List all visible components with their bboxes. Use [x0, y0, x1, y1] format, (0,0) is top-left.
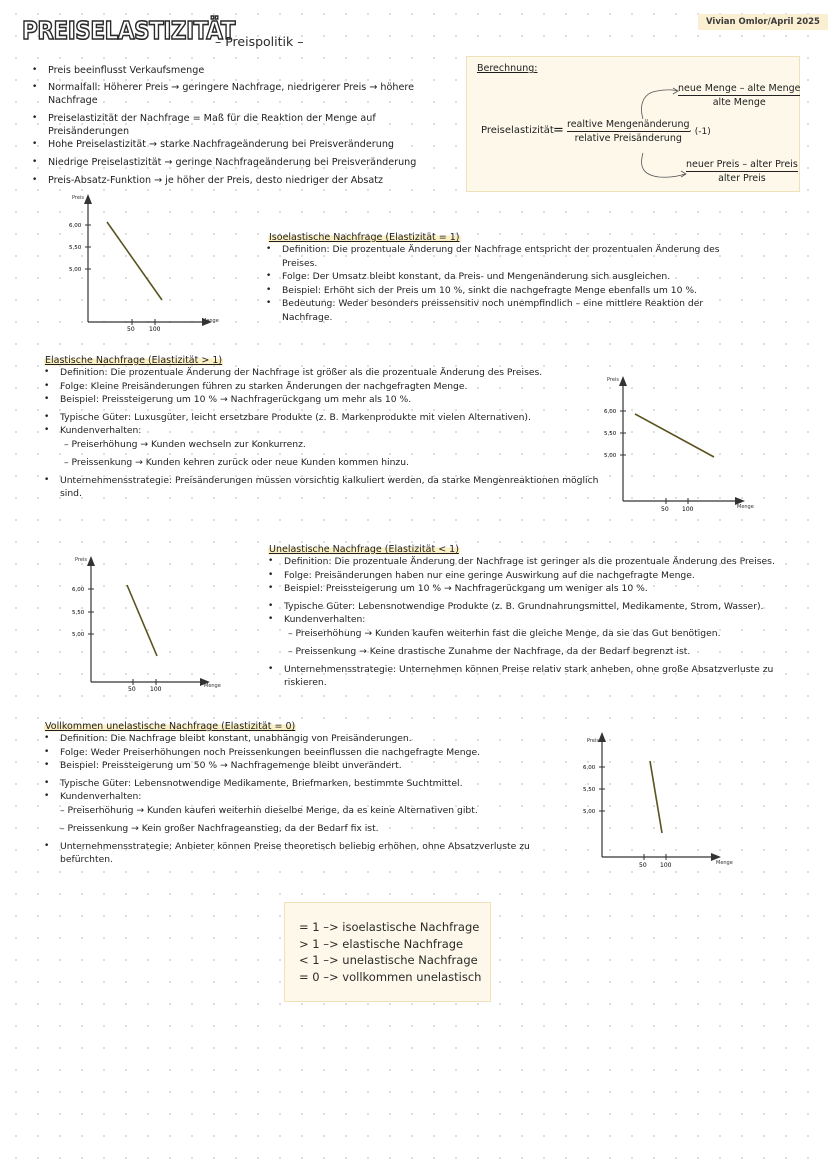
summary-box [284, 902, 491, 1002]
sub-item: – Preiserhöhung → Kunden kaufen weiterhin fast die gleiche Menge, da sie das Gut benötigen. [288, 627, 721, 639]
svg-text:Menge: Menge [737, 504, 754, 510]
list-item: • Kundenverhalten: [44, 424, 604, 438]
fraction-numerator: realtive Mengenänderung [567, 119, 690, 130]
page-subtitle: – Preispolitik – [215, 34, 304, 49]
list-item: • Preiselastizität der Nachfrage = Maß für die Reaktion der Menge auf Preisänderungen [32, 112, 452, 138]
list-item: • Folge: Der Umsatz bleibt konstant, da Preis- und Mengenänderung sich ausgleichen. [266, 270, 748, 284]
sub-item: – Preiserhöhung → Kunden wechseln zur Konkurrenz. [64, 438, 306, 450]
svg-text:5,00: 5,00 [72, 632, 85, 638]
svg-text:6,00: 6,00 [72, 587, 85, 593]
svg-text:Preis: Preis [587, 738, 599, 744]
demand-curve [650, 761, 662, 833]
section-heading: Vollkommen unelastische Nachfrage (Elastizität = 0) [45, 721, 296, 732]
demand-curve [635, 414, 714, 457]
intro-list [32, 64, 452, 192]
list-item: • Beispiel: Preissteigerung um 50 % → Nachfragemenge bleibt unverändert. [44, 759, 574, 773]
list-item: • Bedeutung: Weder besonders preissensitiv noch unempfindlich – eine mittlere Reaktion der Nachfrage. [266, 297, 748, 324]
svg-text:50: 50 [639, 862, 647, 869]
svg-text:Menge: Menge [204, 683, 221, 689]
section-heading: Elastische Nachfrage (Elastizität > 1) [45, 355, 223, 366]
svg-text:Preis: Preis [607, 377, 619, 383]
formula-equals: = [553, 123, 564, 138]
summary-line: > 1 –> elastische Nachfrage [299, 936, 464, 951]
list-item: • Unternehmensstrategie: Anbieter können Preise theoretisch beliebig erhöhen, ohne Absatzverluste zu befürchten. [44, 840, 574, 867]
list-item: • Typische Güter: Lebensnotwendige Produkte (z. B. Grundnahrungsmittel, Medikamente, Strom, Wasser). [268, 600, 798, 614]
list-item: • Unternehmensstrategie: Unternehmen können Preise relativ stark anheben, ohne große Absatzverluste zu riskieren. [268, 663, 798, 690]
svg-text:100: 100 [682, 506, 694, 513]
svg-text:50: 50 [661, 506, 669, 513]
chart-inelastic [60, 552, 230, 697]
svg-text:100: 100 [660, 862, 672, 869]
list-item: • Kundenverhalten: [44, 790, 574, 804]
price-denominator: alter Preis [718, 173, 766, 184]
svg-text:5,50: 5,50 [69, 245, 82, 251]
svg-text:6,00: 6,00 [69, 223, 82, 229]
list-item: • Preis beeinflusst Verkaufsmenge [32, 64, 452, 77]
list-item: • Hohe Preiselastizität → starke Nachfrageänderung bei Preisveränderung [32, 138, 452, 151]
list-item: • Typische Güter: Lebensnotwendige Medikamente, Briefmarken, bestimmte Suchtmittel. [44, 777, 574, 791]
section-heading: Isoelastische Nachfrage (Elastizität = 1) [269, 232, 460, 243]
svg-text:5,00: 5,00 [604, 453, 617, 459]
section-elastic [44, 355, 604, 501]
list-item: • Beispiel: Preissteigerung um 10 % → Nachfragerückgang um weniger als 10 %. [268, 582, 798, 596]
svg-text:Preis: Preis [75, 557, 87, 563]
formula-lhs: Preiselastizität [481, 125, 554, 136]
list-item: • Definition: Die prozentuale Änderung der Nachfrage ist größer als die prozentuale Änderung des Preises. [44, 366, 604, 380]
curved-arrows-icon [467, 57, 801, 193]
svg-text:5,50: 5,50 [72, 610, 85, 616]
list-item: • Definition: Die prozentuale Änderung der Nachfrage ist geringer als die prozentuale Änderung des Preises. [268, 555, 798, 569]
section-isoelastic [268, 232, 748, 324]
list-item: • Folge: Weder Preiserhöhungen noch Preissenkungen beeinflussen die nachgefragte Menge. [44, 746, 574, 760]
demand-curve [107, 222, 162, 300]
formula-factor: · (-1) [689, 127, 711, 137]
svg-text:Menge: Menge [202, 318, 219, 324]
list-item: • Folge: Kleine Preisänderungen führen zu starken Änderungen der nachgefragten Menge. [44, 380, 604, 394]
sub-item: – Preissenkung → Keine drastische Zunahme der Nachfrage, da der Bedarf begrenzt ist. [288, 645, 691, 657]
svg-text:5,00: 5,00 [69, 267, 82, 273]
svg-text:6,00: 6,00 [604, 409, 617, 415]
list-item: • Beispiel: Erhöht sich der Preis um 10 %, sinkt die nachgefragte Menge ebenfalls um 10 %. [266, 284, 748, 298]
svg-text:5,50: 5,50 [604, 431, 617, 437]
list-item: • Kundenverhalten: [268, 613, 798, 627]
svg-text:50: 50 [128, 686, 136, 693]
sub-item: – Preissenkung → Kein großer Nachfrageanstieg, da der Bedarf fix ist. [60, 822, 379, 834]
svg-text:100: 100 [150, 686, 162, 693]
section-perfectly-inelastic [44, 721, 574, 867]
section-inelastic [268, 544, 798, 690]
quantity-denominator: alte Menge [712, 97, 766, 108]
chart-isoelastic [60, 190, 230, 335]
summary-line: = 1 –> isoelastische Nachfrage [299, 920, 480, 934]
list-item: • Definition: Die prozentuale Änderung der Nachfrage entspricht der prozentualen Änderung des Preises. [266, 243, 748, 270]
sub-item: – Preissenkung → Kunden kehren zurück oder neue Kunden kommen hinzu. [64, 456, 409, 468]
svg-text:6,00: 6,00 [583, 765, 596, 771]
chart-elastic [595, 372, 770, 517]
demand-curve [127, 585, 157, 656]
calculation-label: Berechnung: [477, 63, 538, 74]
calculation-box [466, 56, 800, 192]
author-label: Vivian Omlor/April 2025 [698, 14, 828, 30]
svg-text:100: 100 [149, 326, 161, 333]
svg-text:5,00: 5,00 [583, 809, 596, 815]
page-title: PREISELASTIZITÄT [22, 16, 236, 45]
fraction-denominator: relative Preisänderung [574, 133, 682, 144]
summary-line: = 0 –> vollkommen unelastisch [299, 969, 482, 984]
svg-text:Preis: Preis [72, 195, 84, 201]
list-item: • Folge: Preisänderungen haben nur eine geringe Auswirkung auf die nachgefragte Menge. [268, 569, 798, 583]
svg-text:50: 50 [127, 326, 135, 333]
list-item: • Beispiel: Preissteigerung um 10 % → Nachfragerückgang um mehr als 10 %. [44, 393, 604, 407]
chart-perfectly-inelastic [572, 728, 772, 873]
summary-line: < 1 –> unelastische Nachfrage [299, 953, 478, 967]
list-item: • Typische Güter: Luxusgüter, leicht ersetzbare Produkte (z. B. Markenprodukte mit vielen Alternativen). [44, 411, 604, 425]
quantity-numerator: neue Menge – alte Menge [678, 83, 801, 94]
list-item: • Niedrige Preiselastizität → geringe Nachfrageänderung bei Preisveränderung [32, 156, 452, 169]
sub-item: – Preiserhöhung → Kunden kaufen weiterhin dieselbe Menge, da es keine Alternativen gibt. [60, 804, 478, 816]
price-numerator: neuer Preis – alter Preis [686, 159, 798, 170]
list-item: • Normalfall: Höherer Preis → geringere Nachfrage, niedrigerer Preis → höhere Nachfrage [32, 81, 452, 107]
list-item: • Preis-Absatz-Funktion → je höher der Preis, desto niedriger der Absatz [32, 174, 452, 187]
svg-text:Menge: Menge [716, 860, 733, 866]
section-heading: Unelastische Nachfrage (Elastizität < 1) [269, 544, 459, 555]
list-item: • Unternehmensstrategie: Preisänderungen müssen vorsichtig kalkuliert werden, da starke Mengenreaktionen möglich sind. [44, 474, 604, 501]
svg-text:5,50: 5,50 [583, 787, 596, 793]
list-item: • Definition: Die Nachfrage bleibt konstant, unabhängig von Preisänderungen. [44, 732, 574, 746]
